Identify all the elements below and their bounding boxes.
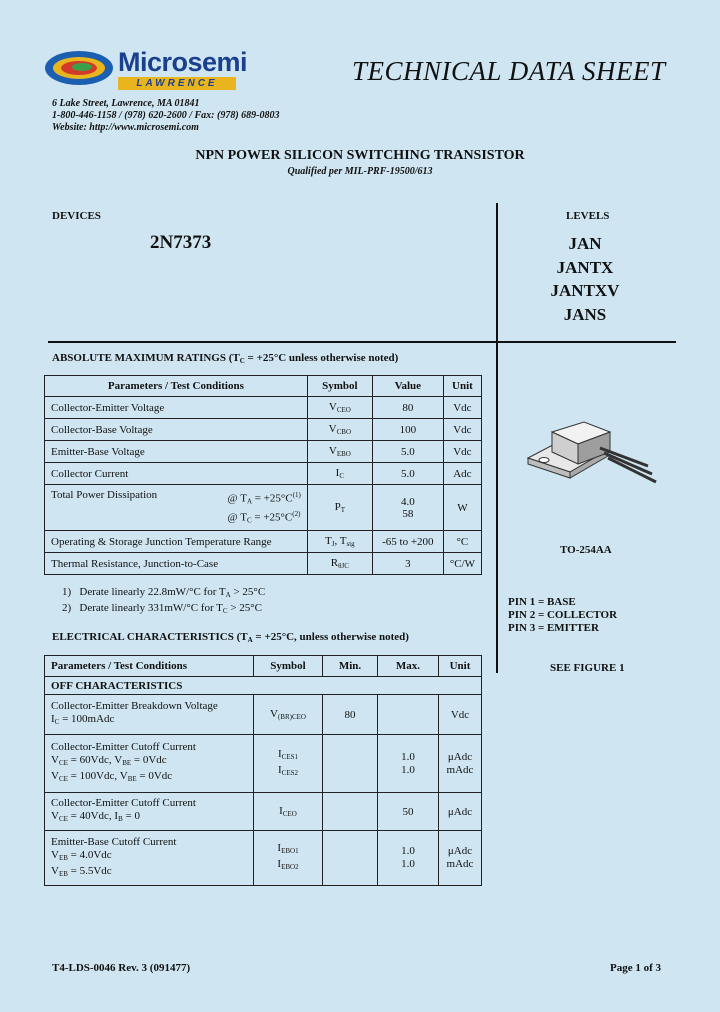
table-row	[45, 397, 482, 419]
table-row	[45, 735, 482, 793]
elec-char-table	[44, 655, 482, 886]
unit-cell: °C/W	[443, 553, 481, 575]
qualification-note: Qualified per MIL-PRF-19500/613	[287, 166, 433, 177]
min-cell	[323, 793, 378, 831]
table-row	[45, 531, 482, 553]
horizontal-divider	[48, 341, 676, 343]
pin-item: PIN 2 = COLLECTOR	[508, 609, 618, 621]
symbol-cell: $P_T$	[307, 485, 372, 531]
product-title: NPN POWER SILICON SWITCHING TRANSISTOR	[195, 148, 525, 163]
table-row	[45, 793, 482, 831]
brand-name: Microsemi	[118, 47, 248, 77]
level-item: JANS	[563, 304, 607, 324]
vertical-divider	[496, 203, 498, 673]
unit-cell: Adc	[443, 463, 481, 485]
unit-cell: Vdc	[443, 397, 481, 419]
derating-notes	[62, 586, 265, 618]
note-item: 2) Derate linearly 331mW/°C for $T_C > 25^\circ C$	[62, 602, 263, 615]
to254-package-icon	[522, 418, 662, 496]
symbol-cell: $I_{CEO}$	[254, 793, 323, 831]
table-header-row	[45, 656, 482, 677]
max-cell: 1.0 1.0	[378, 831, 439, 886]
unit-cell: μAdc mAdc	[439, 831, 482, 886]
param-cell: Collector-Emitter Breakdown Voltage $I_C$ = 100mAdc	[45, 695, 254, 735]
company-address-block	[52, 98, 279, 134]
document-title: TECHNICAL DATA SHEET	[352, 56, 666, 86]
min-cell	[323, 831, 378, 886]
table-row	[45, 485, 482, 531]
column-header: Parameters / Test Conditions	[45, 656, 254, 677]
table-row	[45, 463, 482, 485]
min-cell	[323, 735, 378, 793]
param-cell: Collector-Emitter Cutoff Current $V_{CE} = 60Vdc$, $V_{BE} = 0Vdc$ $V_{CE} = 100Vdc$, $V_{BE} = 0Vdc$	[45, 735, 254, 793]
max-cell: 50	[378, 793, 439, 831]
value-cell: 5.0	[372, 463, 443, 485]
table-row	[45, 419, 482, 441]
unit-cell: W	[443, 485, 481, 531]
note-item: 1) Derate linearly 22.8mW/°C for $T_A > 25^\circ C$	[62, 586, 266, 599]
part-number: 2N7373	[150, 232, 212, 253]
levels-list	[535, 232, 635, 326]
symbol-cell: $V_{EBO}$	[307, 441, 372, 463]
symbol-cell: $I_{CES1}$ $I_{CES2}$	[254, 735, 323, 793]
abs-max-table	[44, 375, 482, 575]
unit-cell: Vdc	[439, 695, 482, 735]
section-label: OFF CHARACTERISTICS	[45, 677, 482, 695]
brand-subname: LAWRENCE	[118, 77, 236, 90]
symbol-cell: $I_{EBO1}$ $I_{EBO2}$	[254, 831, 323, 886]
figure-reference: SEE FIGURE 1	[550, 662, 625, 674]
param-cell: Collector-Base Voltage	[45, 419, 308, 441]
column-header: Value	[372, 376, 443, 397]
page-number: Page 1 of 3	[610, 962, 662, 974]
symbol-cell: $T_J$, $T_{stg}$	[307, 531, 372, 553]
param-cell: Collector-Emitter Voltage	[45, 397, 308, 419]
table-row	[45, 695, 482, 735]
min-cell: 80	[323, 695, 378, 735]
param-cell: Collector-Emitter Cutoff Current $V_{CE} = 40Vdc$, $I_B = 0$	[45, 793, 254, 831]
abs-max-title: ABSOLUTE MAXIMUM RATINGS ($T_C = +25^\circ C$ unless otherwise noted)	[52, 352, 399, 365]
levels-heading: LEVELS	[566, 210, 610, 222]
param-cell: Emitter-Base Cutoff Current $V_{EB} = 4.0Vdc$ $V_{EB} = 5.5Vdc$	[45, 831, 254, 886]
max-cell	[378, 695, 439, 735]
package-label: TO-254AA	[560, 544, 612, 556]
value-cell: 80	[372, 397, 443, 419]
value-cell: 4.0 58	[372, 485, 443, 531]
column-header: Parameters / Test Conditions	[45, 376, 308, 397]
symbol-cell: $V_{CBO}$	[307, 419, 372, 441]
value-cell: 100	[372, 419, 443, 441]
param-cell: Operating & Storage Junction Temperature Range	[45, 531, 308, 553]
table-row	[45, 553, 482, 575]
level-item: JAN	[568, 234, 602, 253]
column-header: Symbol	[307, 376, 372, 397]
devices-heading: DEVICES	[52, 210, 101, 222]
table-row	[45, 441, 482, 463]
phone-line: 1-800-446-1158 / (978) 620-2600 / Fax: (978) 689-0803	[52, 110, 280, 121]
param-cell: Thermal Resistance, Junction-to-Case	[45, 553, 308, 575]
unit-cell: °C	[443, 531, 481, 553]
elec-char-title: ELECTRICAL CHARACTERISTICS ($T_A = +25^\circ C$, unless otherwise noted)	[52, 631, 409, 644]
section-row	[45, 677, 482, 695]
unit-cell: μAdc	[439, 793, 482, 831]
unit-cell: μAdc mAdc	[439, 735, 482, 793]
column-header: Unit	[443, 376, 481, 397]
website-line: Website: http://www.microsemi.com	[52, 122, 199, 133]
max-cell: 1.0 1.0	[378, 735, 439, 793]
param-cell: Collector Current	[45, 463, 308, 485]
value-cell: 3	[372, 553, 443, 575]
symbol-cell: $I_C$	[307, 463, 372, 485]
table-header-row	[45, 376, 482, 397]
column-header: Symbol	[254, 656, 323, 677]
symbol-cell: $R_{\theta JC}$	[307, 553, 372, 575]
column-header: Max.	[378, 656, 439, 677]
pin-list	[508, 596, 617, 635]
symbol-cell: $V_{(BR)CEO}$	[254, 695, 323, 735]
unit-cell: Vdc	[443, 441, 481, 463]
column-header: Unit	[439, 656, 482, 677]
value-cell: -65 to +200	[372, 531, 443, 553]
pin-item: PIN 1 = BASE	[508, 596, 576, 608]
table-row	[45, 831, 482, 886]
symbol-cell: $V_{CEO}$	[307, 397, 372, 419]
param-cell: Emitter-Base Voltage	[45, 441, 308, 463]
level-item: JANTXV	[550, 281, 620, 300]
level-item: JANTX	[556, 257, 614, 277]
document-revision: T4-LDS-0046 Rev. 3 (091477)	[52, 962, 191, 974]
microsemi-logo-icon	[42, 48, 116, 88]
value-cell: 5.0	[372, 441, 443, 463]
column-header: Min.	[323, 656, 378, 677]
param-cell: Total Power Dissipation @ $T_A = +25^\circ C^{(1)}$ @ $T_C = +25^\circ C^{(2)}$	[45, 485, 308, 531]
address-line: 6 Lake Street, Lawrence, MA 01841	[52, 98, 200, 109]
unit-cell: Vdc	[443, 419, 481, 441]
pin-item: PIN 3 = EMITTER	[508, 622, 599, 634]
